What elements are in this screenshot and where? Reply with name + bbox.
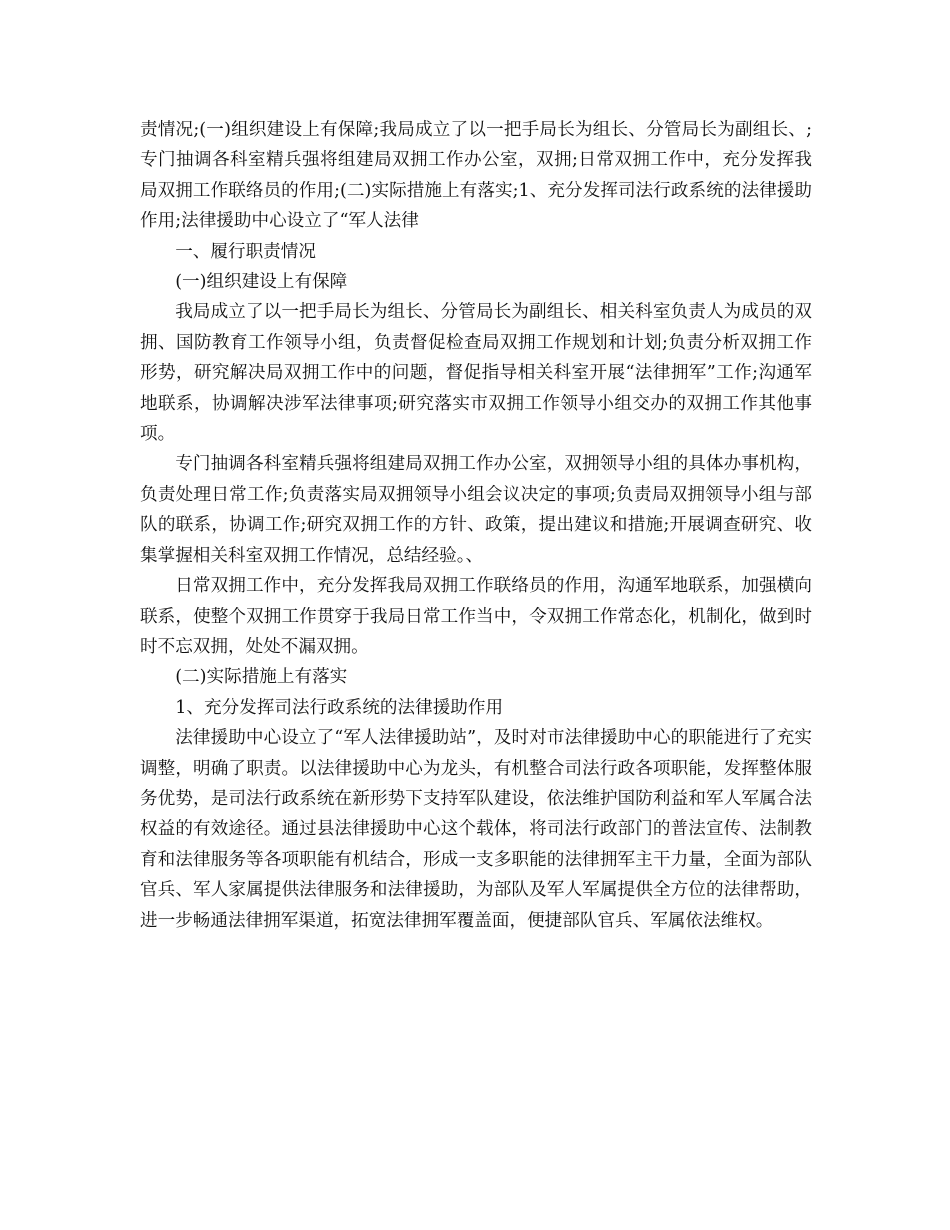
paragraph-daily-work: 日常双拥工作中，充分发挥我局双拥工作联络员的作用，沟通军地联系，加强横向联系，使整个双拥工作贯穿于我局日常工作当中，令双拥工作常态化，机制化，做到时时不忘双拥，处处不漏双拥。: [140, 576, 812, 657]
document-body: [140, 115, 812, 936]
paragraph-leadership-group: 我局成立了以一把手局长为组长、分管局长为副组长、相关科室负责人为成员的双拥、国防教育工作领导小组，负责督促检查局双拥工作规划和计划;负责分析双拥工作形势，研究解决局双拥工作中的问题，督促指导相关科室开展“法律拥军”工作;沟通军地联系，协调解决涉军法律事项;研究落实市双拥工作领导小组交办的双拥工作其他事项。: [140, 302, 812, 445]
subsection-heading-measures: (二)实际措施上有落实: [175, 667, 348, 688]
paragraph-legal-aid-center: 法律援助中心设立了“军人法律援助站”，及时对市法律援助中心的职能进行了充实调整，明确了职责。以法律援助中心为龙头，有机整合司法行政各项职能，发挥整体服务优势，是司法行政系统在新形势下支持军队建设，依法维护国防利益和军人军属合法权益的有效途径。通过县法律援助中心这个载体，将司法行政部门的普法宣传、法制教育和法律服务等各项职能有机结合，形成一支多职能的法律拥军主干力量，全面为部队官兵、军人家属提供法律服务和法律援助，为部队及军人军属提供全方位的法律帮助，进一步畅通法律拥军渠道，拓宽法律拥军覆盖面，便捷部队官兵、军属依法维权。: [140, 728, 812, 931]
subsection-heading-organization: (一)组织建设上有保障: [175, 272, 348, 293]
paragraph-summary: 责情况;(一)组织建设上有保障;我局成立了以一把手局长为组长、分管局长为副组长、;专门抽调各科室精兵强将组建局双拥工作办公室，双拥;日常双拥工作中，充分发挥我局双拥工作联络员的作用;(二)实际措施上有落实;1、充分发挥司法行政系统的法律援助作用;法律援助中心设立了“军人法律: [140, 120, 812, 232]
section-heading-duties: 一、履行职责情况: [175, 241, 316, 262]
paragraph-office: 专门抽调各科室精兵强将组建局双拥工作办公室，双拥领导小组的具体办事机构，负责处理日常工作;负责落实局双拥领导小组会议决定的事项;负责局双拥领导小组与部队的联系，协调工作;研究双拥工作的方针、政策，提出建议和措施;开展调查研究、收集掌握相关科室双拥工作情况，总结经验。、: [140, 454, 812, 566]
item-heading-legal-aid: 1、充分发挥司法行政系统的法律援助作用: [175, 697, 504, 718]
